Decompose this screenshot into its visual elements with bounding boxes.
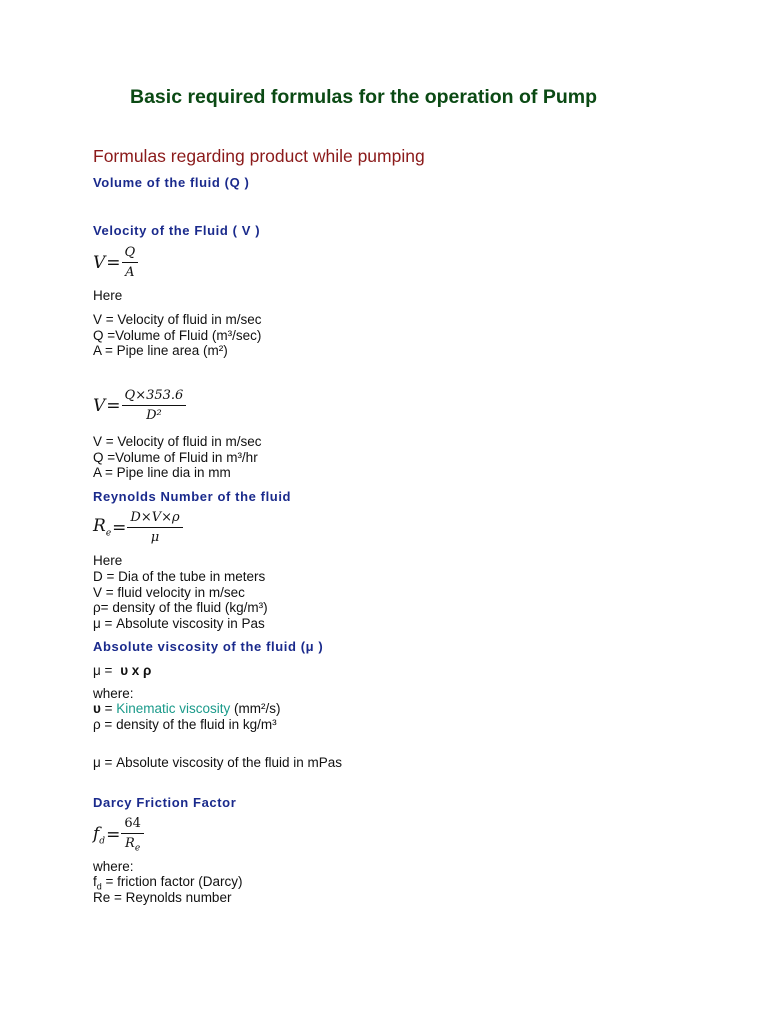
- formula-fraction: [127, 510, 182, 545]
- fd-text: = friction factor (Darcy): [101, 874, 243, 889]
- page-title: Basic required formulas for the operation of Pump: [130, 86, 597, 108]
- reynolds-definitions: [93, 569, 268, 631]
- kinematic-viscosity-link[interactable]: Kinematic viscosity: [116, 701, 231, 716]
- formula-lhs: V: [93, 395, 106, 416]
- kinematic-unit: (mm²/s): [230, 701, 281, 716]
- absolute-viscosity-formula: [93, 663, 151, 679]
- formula-denominator: μ: [150, 530, 160, 545]
- here-label: Here: [93, 288, 123, 303]
- formula-equals: =: [106, 252, 121, 273]
- formula-bold-term: υ x ρ: [120, 663, 152, 678]
- definition-line: V = fluid velocity in m/sec: [93, 584, 245, 600]
- formula-lhs-symbol: R: [93, 516, 106, 537]
- here-label: Here: [93, 553, 123, 568]
- heading-velocity: Velocity of the Fluid ( V ): [93, 223, 261, 238]
- formula-fraction: [121, 816, 144, 854]
- formula-prefix: μ =: [93, 663, 113, 678]
- kinematic-definition: [93, 701, 281, 717]
- definition-line: D = Dia of the tube in meters: [93, 569, 266, 584]
- formula-denominator: A: [125, 265, 135, 280]
- formula-fraction: [122, 388, 187, 423]
- formula-equals: =: [106, 395, 121, 416]
- where-label: where:: [93, 686, 134, 701]
- velocity-definitions-1: [93, 312, 261, 359]
- formula-lhs: [93, 824, 105, 846]
- formula-numerator: Q×353.6: [122, 388, 187, 406]
- heading-volume: Volume of the fluid (Q ): [93, 175, 250, 190]
- formula-velocity-2: [93, 388, 186, 423]
- formula-fraction: [122, 245, 139, 280]
- formula-denominator-subscript: e: [134, 843, 141, 854]
- definition-line: ρ= density of the fluid (kg/m³): [93, 600, 268, 615]
- formula-reynolds: [93, 510, 183, 545]
- formula-equals: =: [106, 824, 121, 845]
- rho-definition: ρ = density of the fluid in kg/m³: [93, 717, 277, 732]
- heading-darcy: Darcy Friction Factor: [93, 795, 237, 810]
- upsilon-symbol: υ: [93, 701, 101, 716]
- definition-line: A = Pipe line dia in mm: [93, 465, 231, 480]
- formula-lhs: [93, 516, 111, 538]
- formula-lhs: V: [93, 252, 106, 273]
- formula-numerator: Q: [122, 245, 139, 263]
- formula-darcy: [93, 816, 144, 854]
- formula-numerator: D×V×ρ: [127, 510, 182, 528]
- formula-equals: =: [112, 517, 127, 538]
- where-label: where:: [93, 859, 134, 874]
- heading-absolute-viscosity: Absolute viscosity of the fluid (μ ): [93, 639, 324, 654]
- definition-line: Q =Volume of Fluid in m³/hr: [93, 449, 258, 465]
- formula-denominator: D²: [146, 408, 162, 423]
- definition-line: A = Pipe line area (m²): [93, 343, 228, 358]
- formula-velocity-1: [93, 245, 138, 280]
- fd-subscript: d: [96, 881, 102, 892]
- mu-definition: μ = Absolute viscosity of the fluid in mPas: [93, 755, 343, 770]
- velocity-definitions-2: [93, 434, 261, 481]
- definition-line: V = Velocity of fluid in m/sec: [93, 312, 262, 327]
- heading-reynolds: Reynolds Number of the fluid: [93, 489, 292, 504]
- definition-line: V = Velocity of fluid in m/sec: [93, 434, 262, 449]
- formula-lhs-symbol: f: [93, 823, 100, 844]
- formula-denominator: [121, 834, 144, 854]
- upsilon-equals: =: [100, 701, 117, 716]
- formula-lhs-subscript: e: [105, 528, 112, 539]
- definition-line: Q =Volume of Fluid (m³/sec): [93, 327, 262, 343]
- fd-symbol: f: [93, 874, 97, 889]
- formula-denominator-symbol: R: [125, 836, 135, 851]
- definition-line: μ = Absolute viscosity in Pas: [93, 615, 265, 631]
- re-definition: Re = Reynolds number: [93, 890, 232, 905]
- formula-lhs-subscript: d: [99, 835, 106, 846]
- page-subtitle: Formulas regarding product while pumping: [93, 146, 425, 166]
- formula-numerator: 64: [121, 816, 144, 834]
